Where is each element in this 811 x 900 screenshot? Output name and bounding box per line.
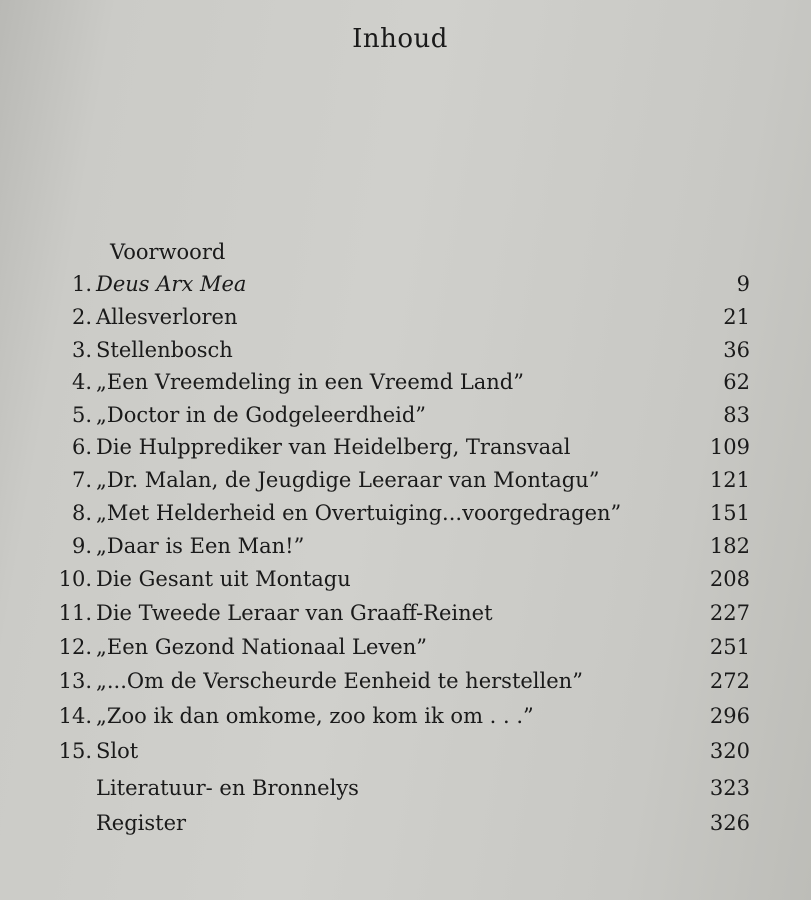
toc-entry bbox=[50, 665, 750, 697]
toc-label: Die Tweede Leraar van Graaff-Reinet bbox=[96, 601, 493, 625]
toc-page-number: 62 bbox=[723, 370, 750, 394]
toc-page-number: 9 bbox=[736, 272, 750, 296]
toc-number: 9. bbox=[71, 534, 92, 558]
toc-entry bbox=[50, 268, 750, 300]
toc-entry bbox=[50, 700, 750, 732]
toc-number: 3. bbox=[71, 338, 92, 362]
toc-number: 10. bbox=[58, 567, 92, 591]
toc-page-number: 21 bbox=[723, 305, 750, 329]
toc-entry bbox=[50, 530, 750, 562]
toc-label: Die Hulpprediker van Heidelberg, Transvaal bbox=[96, 435, 571, 459]
toc-number: 6. bbox=[71, 435, 92, 459]
toc-appendix-entry bbox=[50, 807, 750, 839]
toc-appendix-entry bbox=[50, 772, 750, 804]
toc-page-number: 227 bbox=[709, 601, 750, 625]
toc-entry bbox=[50, 735, 750, 767]
toc-label: „Dr. Malan, de Jeugdige Leeraar van Montagu” bbox=[96, 468, 600, 492]
toc-label: „Een Gezond Nationaal Leven” bbox=[96, 635, 427, 659]
toc-page-number: 83 bbox=[723, 403, 750, 427]
toc-page-number: 208 bbox=[709, 567, 750, 591]
toc-page-number: 151 bbox=[709, 501, 750, 525]
toc-number: 15. bbox=[58, 739, 92, 763]
toc-page-number: 109 bbox=[709, 435, 750, 459]
toc-entry bbox=[50, 399, 750, 431]
toc-label: Register bbox=[96, 811, 187, 835]
toc-page-number: 251 bbox=[709, 635, 750, 659]
toc-entry bbox=[50, 366, 750, 398]
toc-label: „Een Vreemdeling in een Vreemd Land” bbox=[96, 370, 524, 394]
toc-label: Voorwoord bbox=[110, 240, 226, 264]
toc-page-number: 296 bbox=[709, 704, 750, 728]
toc-entry bbox=[50, 597, 750, 629]
toc-label: „Zoo ik dan omkome, zoo kom ik om . . .” bbox=[96, 704, 534, 728]
toc-label: „Doctor in de Godgeleerdheid” bbox=[96, 403, 427, 427]
toc-label: „Met Helderheid en Overtuiging...voorgedragen” bbox=[96, 501, 622, 525]
toc-number: 11. bbox=[58, 601, 92, 625]
toc-label: „...Om de Verscheurde Eenheid te herstellen” bbox=[96, 669, 583, 693]
toc-number: 7. bbox=[71, 468, 92, 492]
toc-preface bbox=[50, 236, 750, 268]
toc-label: Allesverloren bbox=[96, 305, 238, 329]
toc-number: 12. bbox=[58, 635, 92, 659]
toc-page-number: 36 bbox=[723, 338, 750, 362]
toc-page-number: 121 bbox=[709, 468, 750, 492]
toc-label: „Daar is Een Man!” bbox=[96, 534, 305, 558]
toc-label: Literatuur- en Bronnelys bbox=[96, 776, 359, 800]
toc-page-number: 323 bbox=[709, 776, 750, 800]
toc-page-number: 326 bbox=[709, 811, 750, 835]
toc-label: Stellenbosch bbox=[96, 338, 233, 362]
toc-number: 2. bbox=[71, 305, 92, 329]
toc-entry bbox=[50, 301, 750, 333]
toc-entry bbox=[50, 563, 750, 595]
toc-entry bbox=[50, 464, 750, 496]
toc-number: 1. bbox=[71, 272, 92, 296]
toc-page-number: 320 bbox=[709, 739, 750, 763]
toc-label: Die Gesant uit Montagu bbox=[96, 567, 351, 591]
toc-number: 14. bbox=[58, 704, 92, 728]
toc-number: 13. bbox=[58, 669, 92, 693]
toc-page-number: 182 bbox=[709, 534, 750, 558]
toc-entry bbox=[50, 497, 750, 529]
toc-entry bbox=[50, 334, 750, 366]
toc-label: Deus Arx Mea bbox=[96, 272, 247, 296]
toc-label: Slot bbox=[96, 739, 139, 763]
toc-number: 5. bbox=[71, 403, 92, 427]
toc-page-number: 272 bbox=[709, 669, 750, 693]
toc-number: 4. bbox=[71, 370, 92, 394]
toc-number: 8. bbox=[71, 501, 92, 525]
toc-entry bbox=[50, 631, 750, 663]
toc-entry bbox=[50, 431, 750, 463]
page-title: Inhoud bbox=[352, 24, 448, 54]
